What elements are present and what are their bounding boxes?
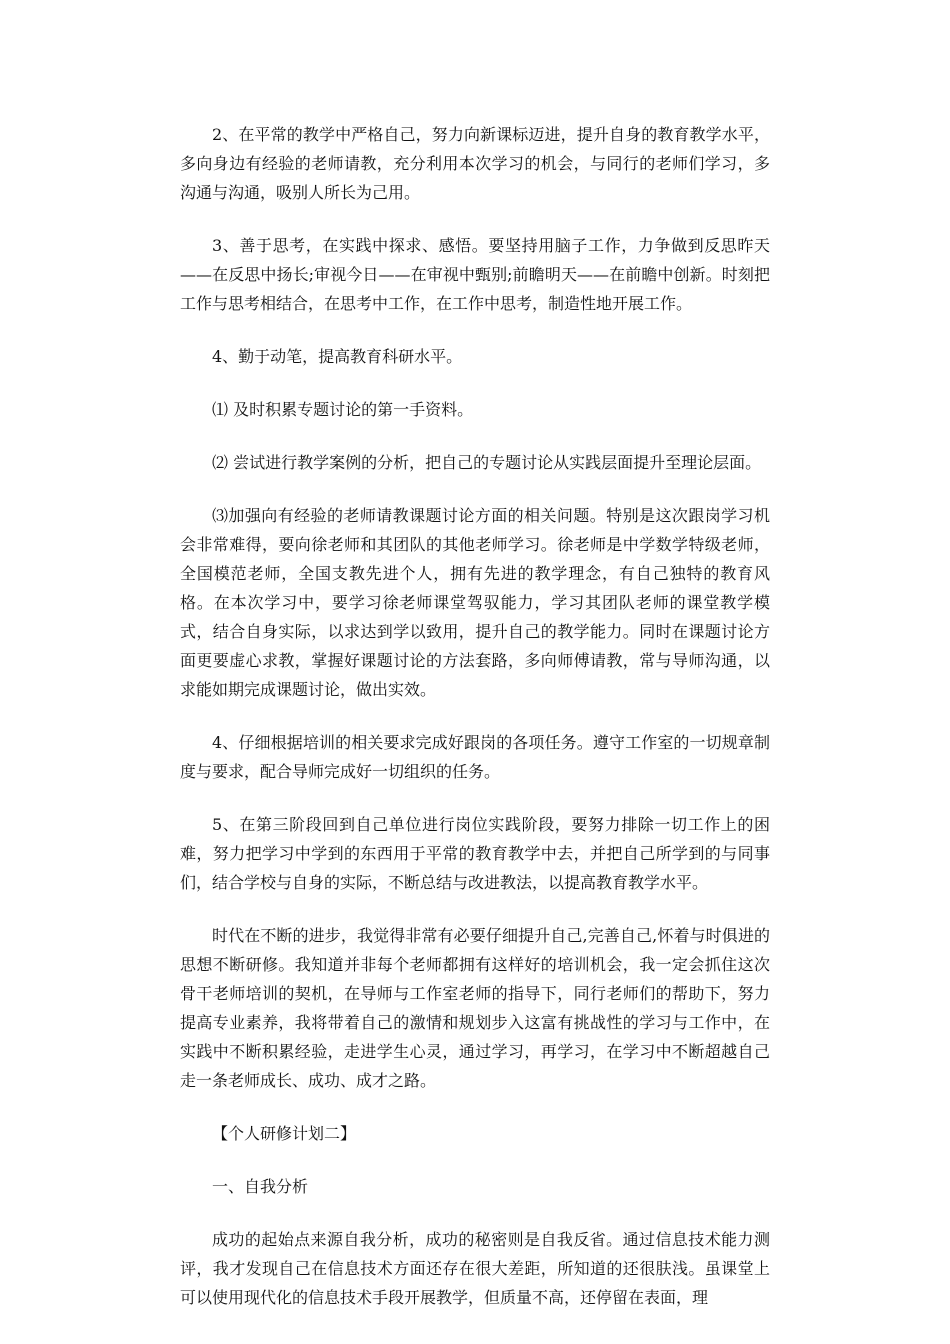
paragraph-item-2: 2、在平常的教学中严格自己，努力向新课标迈进，提升自身的教育教学水平，多向身边有经验的老师请教，充分利用本次学习的机会，与同行的老师们学习，多沟通与沟通，吸别人所长为己用。 — [180, 125, 770, 202]
paragraph-conclusion: 时代在不断的进步，我觉得非常有必要仔细提升自己,完善自己,怀着与时俱进的思想不断研修。我知道并非每个老师都拥有这样好的培训机会，我一定会抓住这次骨干老师培训的契机，在导师与工作室老师的指导下，同行老师们的帮助下，努力提高专业素养，我将带着自己的激情和规划步入这富有挑战性的学习与工作中，在实践中不断积累经验，走进学生心灵，通过学习，再学习，在学习中不断超越自己走一条老师成长、成功、成才之路。 — [180, 926, 770, 1090]
section-title-plan-two: 【个人研修计划二】 — [212, 1124, 357, 1143]
paragraph-self-analysis: 成功的起始点来源自我分析，成功的秘密则是自我反省。通过信息技术能力测评，我才发现自己在信息技术方面还存在很大差距，所知道的还很肤浅。虽课堂上可以使用现代化的信息技术手段开展教学，但质量不高，还停留在表面，理 — [180, 1230, 770, 1307]
paragraph-item-4: 4、勤于动笔，提高教育科研水平。 — [212, 347, 463, 366]
paragraph-subitem-1: ⑴ 及时积累专题讨论的第一手资料。 — [212, 400, 474, 419]
paragraph-item-4-repeat: 4、仔细根据培训的相关要求完成好跟岗的各项任务。遵守工作室的一切规章制度与要求，配合导师完成好一切组织的任务。 — [180, 733, 770, 781]
paragraph-item-5: 5、在第三阶段回到自己单位进行岗位实践阶段，要努力排除一切工作上的困难，努力把学习中学到的东西用于平常的教育教学中去，并把自己所学到的与同事们，结合学校与自身的实际，不断总结与改进教法，以提高教育教学水平。 — [180, 815, 770, 892]
paragraph-subitem-2: ⑵ 尝试进行教学案例的分析，把自己的专题讨论从实践层面提升至理论层面。 — [212, 453, 762, 472]
section-subtitle-self-analysis: 一、自我分析 — [212, 1177, 309, 1196]
paragraph-subitem-3: ⑶加强向有经验的老师请教课题讨论方面的相关问题。特别是这次跟岗学习机会非常难得，要向徐老师和其团队的其他老师学习。徐老师是中学数学特级老师，全国模范老师，全国支教先进个人，拥有先进的教学理念，有自己独特的教育风格。在本次学习中，要学习徐老师课堂驾驭能力，学习其团队老师的课堂教学模式，结合自身实际，以求达到学以致用，提升自己的教学能力。同时在课题讨论方面更要虚心求教，掌握好课题讨论的方法套路，多向师傅请教，常与导师沟通，以求能如期完成课题讨论，做出实效。 — [180, 506, 770, 699]
paragraph-item-3: 3、善于思考，在实践中探求、感悟。要坚持用脑子工作，力争做到反思昨天——在反思中扬长;审视今日——在审视中甄别;前瞻明天——在前瞻中创新。时刻把工作与思考相结合，在思考中工作，在工作中思考，制造性地开展工作。 — [180, 236, 770, 313]
document-body — [180, 120, 770, 1336]
